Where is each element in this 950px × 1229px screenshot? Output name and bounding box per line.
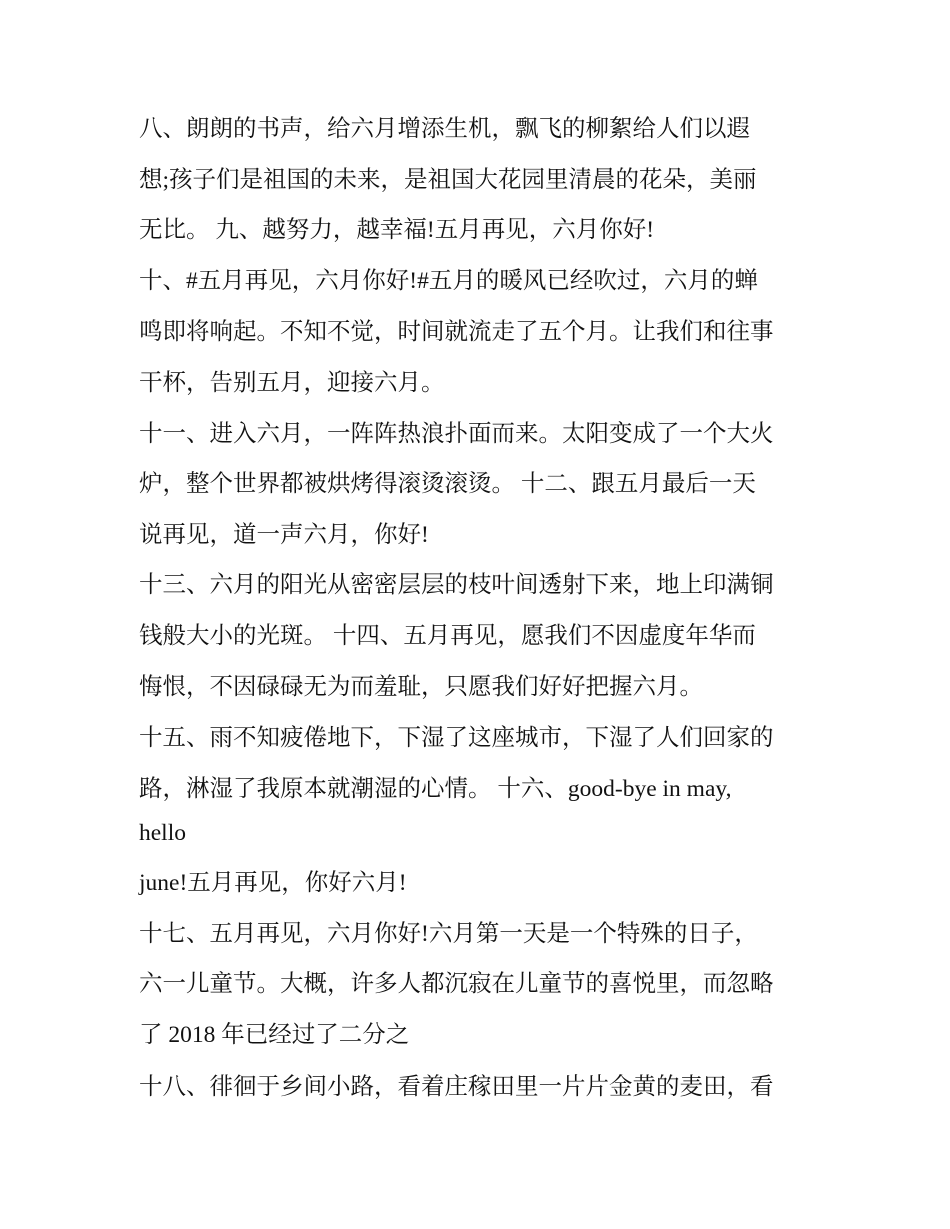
text-line: 十一、进入六月，一阵阵热浪扑面而来。太阳变成了一个大火 xyxy=(139,421,774,447)
text-line: 十、#五月再见，六月你好!#五月的暖风已经吹过，六月的蝉 xyxy=(139,268,758,294)
text-line: 说再见，道一声六月，你好! xyxy=(139,522,429,548)
text-line: hello xyxy=(139,820,186,846)
text-line: 无比。 九、越努力，越幸福!五月再见，六月你好! xyxy=(139,217,655,243)
text-line: 八、朗朗的书声，给六月增添生机，飘飞的柳絮给人们以遐 xyxy=(139,116,750,142)
text-line: 鸣即将响起。不知不觉，时间就流走了五个月。让我们和往事 xyxy=(139,319,774,345)
text-line: 十七、五月再见，六月你好!六月第一天是一个特殊的日子， xyxy=(139,921,758,947)
text-line: 十三、六月的阳光从密密层层的枝叶间透射下来，地上印满铜 xyxy=(139,572,774,598)
text-line: 路，淋湿了我原本就潮湿的心情。 十六、good-bye in may, xyxy=(139,776,732,802)
text-line: 想;孩子们是祖国的未来，是祖国大花园里清晨的花朵，美丽 xyxy=(139,167,757,193)
text-line: 了 2018 年已经过了二分之 xyxy=(139,1022,410,1048)
text-line: 干杯，告别五月，迎接六月。 xyxy=(139,370,445,396)
text-line: 六一儿童节。大概，许多人都沉寂在儿童节的喜悦里，而忽略 xyxy=(139,971,774,997)
text-line: 悔恨，不因碌碌无为而羞耻，只愿我们好好把握六月。 xyxy=(139,674,703,700)
text-line: 十八、徘徊于乡间小路，看着庄稼田里一片片金黄的麦田，看 xyxy=(139,1074,774,1100)
text-line: 十五、雨不知疲倦地下，下湿了这座城市，下湿了人们回家的 xyxy=(139,725,774,751)
text-line: 钱般大小的光斑。 十四、五月再见，愿我们不因虚度年华而 xyxy=(139,623,756,649)
text-line: 炉，整个世界都被烘烤得滚烫滚烫。 十二、跟五月最后一天 xyxy=(139,471,756,497)
text-line: june!五月再见，你好六月! xyxy=(139,870,407,896)
